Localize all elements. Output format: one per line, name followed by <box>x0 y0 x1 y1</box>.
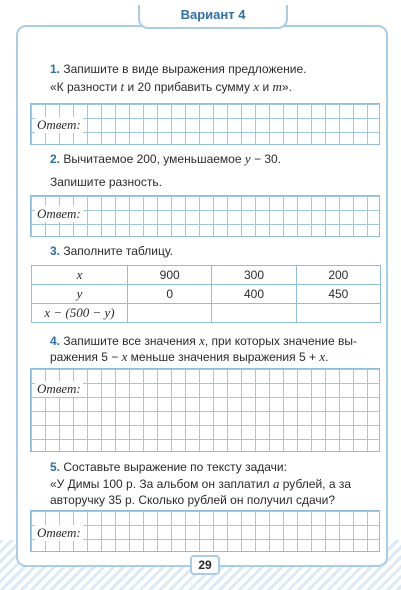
task-2-answer-label: Ответ: <box>37 206 81 221</box>
task-4-answer-label: Ответ: <box>37 381 81 396</box>
table-row <box>32 285 381 304</box>
variant-title: Вариант 4 <box>138 5 288 29</box>
task-5-answer-grid[interactable] <box>30 510 380 552</box>
table-cell-empty[interactable] <box>296 304 380 323</box>
table-cell-empty[interactable] <box>128 304 212 323</box>
table-cell: 0 <box>128 285 212 304</box>
table-row-head: x <box>32 266 128 285</box>
task-5-quote-line2: авторучку 35 р. Сколько рублей он получил сдачи? <box>50 493 336 507</box>
task-4-text-line2: ражения 5 − x меньше значения выражения 5 + x. <box>50 349 329 364</box>
table-cell-empty[interactable] <box>212 304 296 323</box>
table-cell: 200 <box>296 266 380 285</box>
table-cell: 400 <box>212 285 296 304</box>
task-4-text: 4. Запишите все значения x, при которых значение вы- <box>50 333 357 348</box>
page-number: 29 <box>190 555 220 575</box>
task-5-text: 5. Составьте выражение по тексту задачи: <box>50 460 287 474</box>
table-row-head: y <box>32 285 128 304</box>
table-cell: 450 <box>296 285 380 304</box>
table-row <box>32 304 381 323</box>
task-4-number: 4. <box>50 334 61 348</box>
task-1-answer-grid[interactable] <box>30 103 380 145</box>
task-2-text: 2. Вычитаемое 200, уменьшаемое y − 30. <box>50 151 281 166</box>
task-3-text: 3. Заполните таблицу. <box>50 244 173 258</box>
task-2-number: 2. <box>50 152 61 166</box>
task-1-number: 1. <box>50 62 61 76</box>
table-cell: 900 <box>128 266 212 285</box>
task-1-text: 1. Запишите в виде выражения предложение. <box>50 62 307 76</box>
task-2-instruction: Запишите разность. <box>50 175 162 189</box>
table-cell: 300 <box>212 266 296 285</box>
task-1-answer-label: Ответ: <box>37 117 81 132</box>
task-1-quote: «К разности t и 20 прибавить сумму x и m». <box>50 79 292 94</box>
task-3-table <box>31 265 381 323</box>
task-5-answer-label: Ответ: <box>37 525 81 540</box>
task-4-answer-grid[interactable] <box>30 368 380 452</box>
table-row <box>32 266 381 285</box>
table-row-head: x − (500 − y) <box>32 304 128 323</box>
task-2-answer-grid[interactable] <box>30 195 380 237</box>
task-5-number: 5. <box>50 460 61 474</box>
task-3-number: 3. <box>50 244 61 258</box>
task-5-quote: «У Димы 100 р. За альбом он заплатил a рублей, а за <box>50 476 352 491</box>
